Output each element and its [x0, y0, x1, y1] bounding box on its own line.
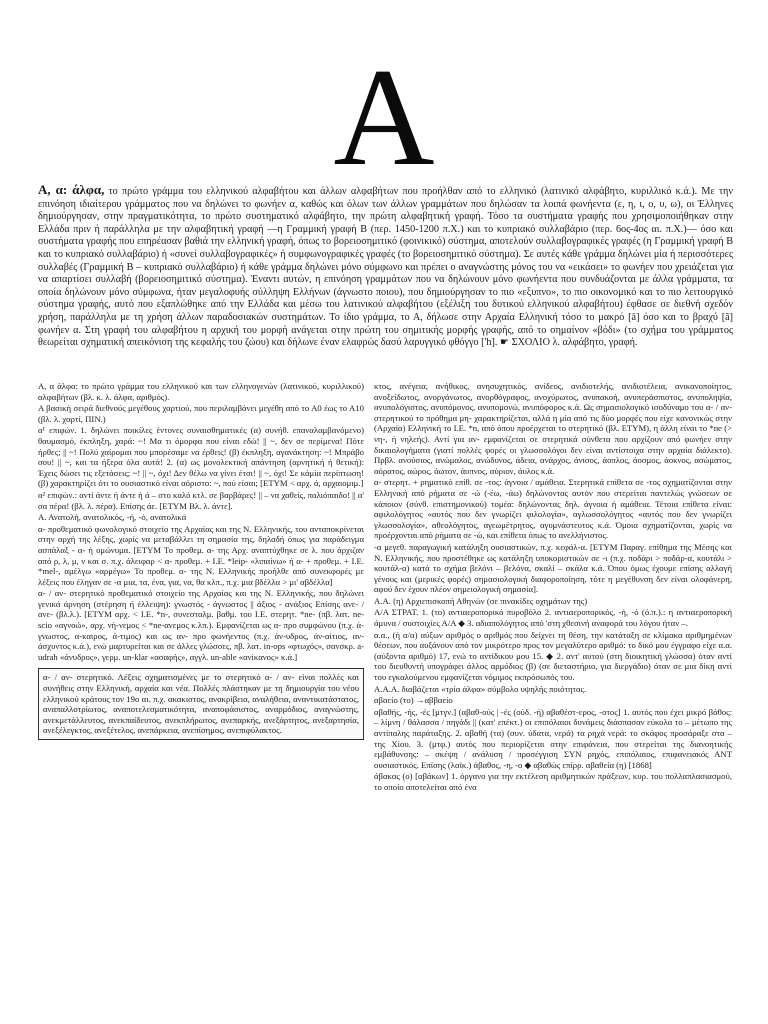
right-column — [374, 381, 732, 794]
entry: Α/Α ΣΤΡΑΤ. 1. (το) αντιαεροπορικό πυροβόλο 2. αντιαεροπορικός, -ή, -ό (ό.π.).: η αντιαεροπορική άμυνα / συστοιχίες Α/Α ◆ 3. αδιαπολόγητος από 'στη χθεσινή αναφορά του λόγου ήταν –. — [374, 607, 732, 629]
intro-paragraph — [38, 184, 733, 350]
entry: αβαείο (το) →αββαείο — [374, 695, 453, 706]
entry: α² επιφών.: αντί άντε ή άντε ή ά – στο καλό κτλ. σε βαρβάρες! || – να χαθείς, παλιόπαιδο! || α' σα πέρα! (βλ. λ. πέρα). Επίσης άε. [ΕΤΥΜ Βλ. λ. άντε]. — [38, 489, 364, 511]
entry: Α.Α.Α. διαβάζεται «τρία άλφα» σύμβολο υψηλής ποιότητας. — [374, 683, 587, 694]
usage-note-box: α- / αν- στερητικό. Λέξεις σχηματισμένες με το στερητικό α- / αν- είναι πολλές και συνήθεις στην Ελληνική, αρχαία και νέα. Πολλές πλάστηκαν με τη δημιουργία του νέου ελληνικού κράτους τον 19ο αι. π.χ. ακακιστος, ανακρίβεια, αναλήθεια, αναντικατάστατος, αναπαλλοτρίωτος, αναποτελεσματικότητα, αναποφάσιστος, αναρμόδιος, αναγνώστης, ανεκμετάλλευτος, ανεκπαίδευτος, ανεκπλήρωτος, ανεπαρκής, ανεξάρτητος, ανεξαρτησία, ανεξέλεγκτος, ανεξέτελος, ανεπάρκεια, ανεπίσημος, ανεπιφύλακτος. — [38, 668, 364, 740]
entry: άβακας (ο) [αβάκων] 1. όργανο για την εκτέλεση αριθμητικών πράξεων, κυρ. του πολλαπλασιασμού, το οποίο αποτελείται από ένα — [374, 771, 732, 792]
entry: -α μεγεθ. παραγωγική κατάληξη ουσιαστικών, π.χ. κεφάλ-α. [ΕΤΥΜ Παραγ. επίθημα της Μέσης και Ν. Ελληνικής, που προστέθηκε ως κατάληξη υποκοριστικών σε -ι (π.χ. ποδάρι > ποδάρ-α, κουτάλι > κουτάλ-α) κατά το σχήμα βελόνι – βελόνα, σκαλί – σκάλα κ.ά. Όπου όμως έχουμε επίσης αλλαγή γένους και (μερικές φορές) σημασιολογική διαφοροποίηση, τότε η μεγέθυνση δεν είναι ολοφάνερη, αφού δεν έχουν πλέον σημειολογική σημασία]. — [374, 541, 732, 595]
entry: Α, α άλφα: το πρώτο γράμμα του ελληνικού και των ελληνογενών (λατινικού, κυριλλικού) αλφαβήτων (βλ. κ. λ. άλφα, αριθμός). — [38, 381, 364, 402]
intro-text: το πρώτο γράμμα του ελληνικού αλφαβήτου και άλλων αλφαβήτων που προήλθαν από το ελληνικό (λατινικό αλφάβητο, κυριλλικό κ.ά.). Με την επινόηση ιδιαίτερου γράμματος που να δηλώνει το φωνήεν α, καθώς και όλων των άλλων γραμμάτων που δηλώσαν τα λοιπά φωνήεντα (ε, η, ι, ο, υ, ω), οι Έλληνες δημιούργησαν, στην πραγματικότητα, το πρώτο συστηματικό αλφάβητο, την πρώτη αλφαβητική γραφή. Τόσο τα συστήματα γραφής που χρησιμοποιήθηκαν στην Ελλάδα πριν ή παράλληλα με την αλφαβητική γραφή —η Γραμμική γραφή Β (περ. 1450-1200 π.Χ.) και το κυπριακό συλλαβάριο (περ. 6ος-4ος αι. π.Χ.)— όσο και συστήματα γραφής που επηρέασαν βαθιά την ελληνική γραφή, όπως το βορειοσημιτικό (φοινικικό) σύστημα, αποτελούν συλλαβογραφικές γραφές (η Γραμμική γραφή Β και το κυπριακό συλλαβάριο) ή «συνεί συλλαβογραφικές» ή συμφωνογραφικές γραφές (το βορειοσημιτικό σύστημα). Σε αυτές κάθε γράμμα δηλώνει μία ή περισσότερες συλλαβές (Γραμμική Β – κυπριακό συλλαβάριο) ή κάθε γράμμα δηλώνει μόνο σύμφωνο και πρέπει ο αναγνώστης μόνος του να «εικάσει» το φωνήεν που χρειάζεται για να απαρτίσει συλλαβή (βορειοσημιτικό σύστημα). Έναντι αυτών, η επινόηση γραμμάτων που να δηλώνουν μόνο φωνήεντα που συνδυάζονται με άλλα γράμματα, τα οποία δηλώνουν μόνο σύμφωνα, ήταν μεγαλοφυής σύλληψη Ελλήνων (άγνωστο ποιου), που δημιούργησαν το πιο «εξυπνο», το πιο οικονομικό και το πιο λειτουργικό σύστημα γραφής, αυτό που εξαπλώθηκε από την Ελλάδα και μέσω του λατινικού αλφαβήτου (εξέλιξη του δυτικού ελληνικού αλφαβήτου) έφθασε σε διεθνή σχεδόν χρήση, παράλληλα με τη χρήση άλλων παραδοσιακών συστημάτων. Το ίδιο γράμμα, το Α, δήλωσε στην Αρχαία Ελληνική τόσο το μακρό [ā] όσο και το βραχύ [ă] φωνήεν α. Στη γραφή του αλφαβήτου η αρχική του μορφή ανάγεται στην πρώτη του σημιτικής μορφής γραφής, από το σημαίνον «βόδι» (το σχήμα του γράμματος θεωρείται σχηματική απεικόνιση της κεφαλής του ζώου) και δήλωνε έναν ελαφρώς δασύ λαρυγγικό φθόγγο ['h]. ☛ ΣΧΟΛΙΟ λ. αλφάβητο, γραφή. — [38, 186, 733, 349]
headword-letter: A — [333, 40, 435, 195]
entry: α¹ επιφών. 1. δηλώνει ποικίλες έντονες συναισθηματικές (α) συνήθ. επαναλαμβανόμενο) θαυμασμό, έκπληξη, χαρά: ~! Μα τι όμορφα που είναι εδώ! || ~, δεν σε περίμενα! Πότε ήρθες; || ~! Πολύ χαίρομαι που μπορέσαμε να έρθεις! (β) έκπληξη, αγανάκτηση: ~! Μπράβο σου! || ~, και τα ήξερα όλα αυτά! 2. (α) ως μονολεκτική απάντηση (αρνητική ή θετική): Έχεις δώσει τις εξετάσεις; ~! || ~, όχι! Δεν θέλω να γίνει έτσι! || ~, όχι! Σε κάμία περίπτωση! (β) χαρακτηρίζει ότι το ουσιαστικό είναι αόριστο: ~, πού είσαι; [ΕΤΥΜ < αρχ. ά, αρχαιομιμ.] — [38, 425, 364, 489]
intro-lead: Α, α: άλφα, — [38, 182, 105, 197]
entry: Α βασική σειρά διεθνούς μεγέθους χαρτιού, που περιλαμβάνει μεγέθη από το Α0 έως το Α10 (βλ. λ. χαρτί, ΠΙΝ.) — [38, 403, 364, 424]
left-column — [38, 381, 364, 740]
entry: α- προθεματικό φωνολογικό στοιχείο της Αρχαίας και της Ν. Ελληνικής, του ανταποκρίνεται στην αρχή της λέξης, χωρίς να μεταβάλλει τη σημασία της, δηλαδή όπως για παράδειγμα ασπάλαξ - α- ή ομώνυμα. [ΕΤΥΜ Το προθεμ. α- της Αρχ. αναπτύχθηκε σε λ. που άρχιζαν από ρ, λ, μ, ν και σ. π.χ. άλειφαρ < α- προθεμ. + I.E. *leip- «λιπαίνω» ή α- + προθεμ. + I.E. *mel-, αμέλγω «αρμέγω» Το προθεμ. α- της Ν. Ελληνικής προήλθε από συνεκφορές με λέξεις που έληγαν σε -α μια, τα, ένα, για, να, θα κλπ., π.χ. μια βδέλλα > μι' αβδέλλα] — [38, 523, 364, 587]
entry: αβαθής, -ής, -ές [μτγν.] (αβαθ-ούς | -ές (ούδ. -ή) αβαθέστ-ερος, -οτος] 1. αυτός που έχει μικρό βάθος: – λίμνη / θάλασσα / πηγάδι || (κατ' επέκτ.) οι επιπόλαιοι δυνάμεις διάσπασαν εύκολα το – μέτωπο της αντίπαλης παράταξης. 2. αβαθή (τα) (συν. ύδατα, νερά) τα ρηχά νερά: το σκάφος προσάραξε στα – της Χίου. 3. (μτφ.) αυτός που περιορίζεται στην επιφάνεια, που στερείται της διανοητικής εμβάθυνσης: – σκέψη / ανάλυση / προσέγγιση ΣΥΝ ρηχός, επιπόλαιος, επιφανειακός ΑΝΤ ουσιαστικός. Επίσης (λαϊκ.) άβαθος, -η, -ο ◆ αβαθώς επίρρ. αβαθεία (η) [1868] — [374, 706, 732, 770]
entry: κτος, ανέγεια, ανήθικος, ανησυχητικός, ανίδεος, ανιδιοτελής, ανιδιοτέλεια, ανικανοποίητος, ανοξείδωτος, ανοργάνωτος, ανορθόγραφος, ανοχύρωτος, ανυπακοή, ανυπεράσπιστος, ανυποληψία, ανυπολόγιστος, ανυπόμονος, ανυπομονώ, ανυπόφορος κ.ά. Ως σημασιολογικό ισοδύναμο του α- / αν- στερητικού το πρόθημα μη- χαρακτηρίζεται, αλλά η μία από τις δύο μορφές που είχε κανονικώς στην (Αρχαία) Ελληνική το I.E. *n, από όπου προέρχεται το στερητικό (βλ. ΕΤΥΜ), η άλλη είναι το *ne (> νη-, ή νηλεής). Αντί για αν- εμφανίζεται σε στερητικά σύνθετα που αρχίζουν από φωνήεν στην δικαιολογήματα (γιατί πολλές φορές οι γλωσσολόγοι δεν είναι αντίστοιχα στην αρχαία διάλεκτο). Πρβλ. ανούσιος, ανώμαλος, ανώδυνος, άδεια, ανάρχος, άνισος, άοπλος, άοσμος, άοκνος, ασώματος, αόρατος, αώρος, άωτον, άυπνος, αύριον, άυλος κ.ά. — [374, 381, 732, 476]
entry: α- στερητ. + ρηματικό επίθ. σε -τος: άγνοια / αμάθεια. Στερητικά επίθετα σε -τος σχηματίζονται στην Ελληνική από ρήματα σε -ώ (-έω, -άω) δηλώνοντας αυτόν που στερείται παντελώς γνώσεων σε κάποιον (σύνθ. επιστημονικού) τομέα: δηλώνοντας δηλ. άγνοια ή αμάθεια. Τέτοια επίθετα είναι: αφιλολόγητος «αυτός που δεν γνωρίζει φιλολογία», αγλωσσολόγητος «αυτός που δεν γνωρίζει γλωσσολογία», αθεολόγητος, αγεωμέτρητος, αγυμνάστευτος κ.ά. Όμοια σχηματίζονται, χωρίς να προέρχονται από ρήματα σε -ώ, και επίθετα όπως το ανελλήνιστος. — [374, 477, 732, 541]
entry: α.α., (ή α/α) αύξων αριθμός ο αριθμός που δείχνει τη θέση, την κατάταξη σε κλίμακα αριθμημένων θέσεων, που αυξάνουν από τον μικρότερο προς τον μεγαλύτερο αριθμό: το δικό μου έγγραφο είχε α.α. (αύξοντα αριθμό) 17, ενώ το αντίδικου μου 15. ◆ 2. αντ' αυτού (στη διοικητική γλώσσα) όταν αντί του διευθυντή υπογράφει άλλος αρμόδιος (β) (σε διεταστήριο, για διεργάδιο) όταν σε μια δίκη αντί του εγκαλούμενου εμφανίζεται νόμιμος εκπρόσωπός του. — [374, 629, 732, 683]
entry: Α. Ανατολή, ανατολικός, -ή, -ό, ανατολικά — [38, 512, 187, 523]
entry: α- / αν- στερητικό προθεματικό στοιχείο της Αρχαίας και της Ν. Ελληνικής, που δηλώνει γενικά άρνηση (στέρηση ή έλλειψη): γνωστός - άγνωστος || άξιος - ανάξιος Επίσης ανε- / ανε- (βλ.λ.). [ΕΤΥΜ αρχ. < I.E. *n-, συνεσταλμ. βαθμ. του I.E. στερητ. *ne- (πβ. λατ. ne-scio «αγνοώ», αρχ. νή-νεμος < *ne-ανεμος κ.λπ.). Εμφανίζεται ως α- προ συμφώνου (π.χ. ά-γνωστος, α-καιρος, ά-τιμος) και ως αν- προ φωνήεντος (π.χ. άν-υδρος, άν-αίτιος, αν-άσχυντος κ.ά.), ενώ μαρτυρείται και σε άλλες γλώσσες, πβ. λατ. in-ops «φτωχός», σανσκρ. a-udrah «άνυδρος», γερμ. un-klar «ασαφής», αγγλ. un-able «ανίκανος» κ.ά.] — [38, 588, 364, 662]
entry: Α.Α. (η) Αρχιεπισκοπή Αθηνών (σε πινακίδες οχημάτων της) — [374, 595, 588, 606]
